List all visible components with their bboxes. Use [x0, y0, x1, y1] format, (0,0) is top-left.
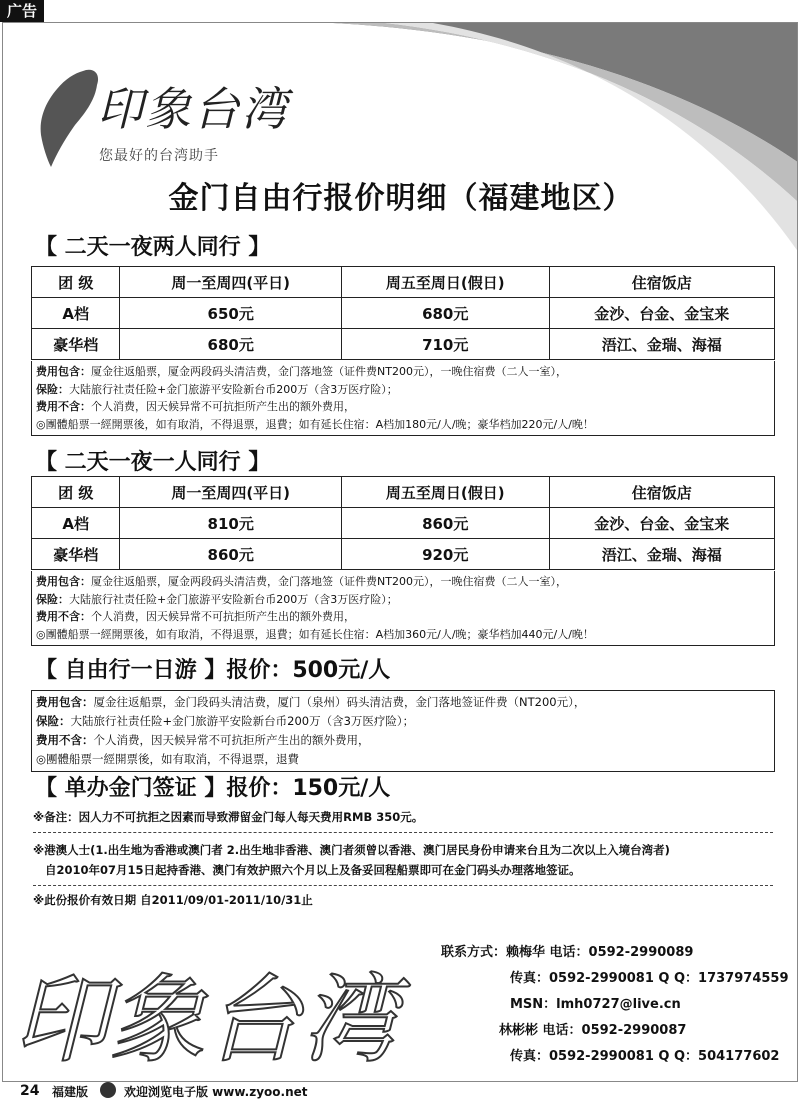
- table-row: [32, 329, 775, 360]
- table-cell: 860元: [120, 539, 342, 570]
- header-cell: 周五至周日(假日): [341, 267, 549, 298]
- table-cell: 810元: [120, 508, 342, 539]
- table-cell: A档: [32, 508, 120, 539]
- page-title: 金门自由行报价明细（福建地区）: [168, 181, 634, 216]
- logo-tagline: 您最好的台湾助手: [99, 148, 219, 164]
- table-header-row: [32, 477, 775, 508]
- section4-heading: 【 单办金门签证 】报价：150元/人: [35, 776, 391, 801]
- remark-validity: ※此份报价有效日期 自2011/09/01-2011/10/31止: [33, 893, 313, 907]
- contact-line: MSN：lmh0727@live.cn: [510, 997, 681, 1012]
- header-cell: 周一至周四(平日): [120, 477, 342, 508]
- note-line: 费用不含：个人消费，因天候异常不可抗拒所产生出的额外费用，: [36, 733, 370, 747]
- note-line: 费用不含：个人消费，因天候异常不可抗拒所产生出的额外费用，: [36, 610, 355, 623]
- header-cell: 周一至周四(平日): [120, 267, 342, 298]
- brand-logo: [35, 63, 295, 173]
- edition-label: 福建版: [52, 1085, 89, 1099]
- header-cell: 住宿饭店: [549, 267, 774, 298]
- taiwan-island-icon: [35, 63, 105, 173]
- divider: [33, 832, 773, 833]
- note-line: 保险：大陆旅行社责任险+金门旅游平安险新台币200万（含3万医疗险）；: [36, 592, 398, 606]
- contact-line: 传真：0592-2990081 Q Q：1737974559: [510, 971, 789, 986]
- table-row: [32, 539, 775, 570]
- note-line: 保险：大陆旅行社责任险+金门旅游平安险新台币200万（含3万医疗险）；: [36, 714, 415, 728]
- table-cell: 金沙、台金、金宝来: [549, 508, 774, 539]
- section2-heading: 【 二天一夜一人同行 】: [35, 450, 271, 475]
- page-number: 24: [20, 1083, 40, 1099]
- table-row: [32, 508, 775, 539]
- circle-icon: [100, 1082, 116, 1098]
- note-line: 费用包含：厦金往返船票，金门段码头清洁费，厦门（泉州）码头清洁费，金门落地签证件费（NT200元），: [36, 695, 586, 709]
- contact-line: 传真：0592-2990081 Q Q：504177602: [510, 1049, 780, 1064]
- note-line: ◎團體船票一經開票後，如有取消，不得退票，退費；如有延长住宿：A档加360元/人/晚；豪华档加440元/人/晚！: [36, 627, 594, 641]
- table-cell: 豪华档: [32, 539, 120, 570]
- remark-hk-macau-detail: 自2010年07月15日起持香港、澳门有效护照六个月以上及备妥回程船票即可在金门码头办理落地签证。: [45, 863, 581, 877]
- section1-heading: 【 二天一夜两人同行 】: [35, 235, 271, 260]
- remark-hk-macau: ※港澳人士(1.出生地为香港或澳门者 2.出生地非香港、澳门者须曾以香港、澳门居民身份申请来台且为二次以上入境台湾者): [33, 843, 670, 857]
- header-cell: 团 级: [32, 477, 120, 508]
- table-cell: 680元: [341, 298, 549, 329]
- table-cell: 浯江、金瑞、海福: [549, 329, 774, 360]
- table-cell: 680元: [120, 329, 342, 360]
- section2-notes: [31, 571, 775, 646]
- header-cell: 住宿饭店: [549, 477, 774, 508]
- table-cell: 710元: [341, 329, 549, 360]
- table-cell: A档: [32, 298, 120, 329]
- note-line: 费用包含：厦金往返船票，厦金两段码头清洁费，金门落地签（证件费NT200元），一晚住宿费（二人一室），: [36, 575, 567, 588]
- signature-logo: [3, 953, 423, 1082]
- ad-tag: 广告: [0, 0, 44, 22]
- section2-price-table: [31, 476, 775, 570]
- contact-line: 林彬彬 电话：0592-2990087: [499, 1023, 687, 1038]
- section1-notes: [31, 361, 775, 436]
- header-cell: 周五至周日(假日): [341, 477, 549, 508]
- table-row: [32, 298, 775, 329]
- section3-notes: [31, 690, 775, 772]
- note-line: 费用不含：个人消费，因天候异常不可抗拒所产生出的额外费用，: [36, 400, 355, 413]
- table-cell: 豪华档: [32, 329, 120, 360]
- header-cell: 团 级: [32, 267, 120, 298]
- section1-price-table: [31, 266, 775, 360]
- note-line: 费用包含：厦金往返船票，厦金两段码头清洁费，金门落地签（证件费NT200元），一晚住宿费（二人一室），: [36, 365, 567, 378]
- contact-line: 联系方式：赖梅华 电话：0592-2990089: [441, 945, 694, 960]
- note-line: 保险：大陆旅行社责任险+金门旅游平安险新台币200万（含3万医疗险）；: [36, 382, 398, 396]
- table-cell: 650元: [120, 298, 342, 329]
- table-cell: 860元: [341, 508, 549, 539]
- note-line: ◎團體船票一經開票後，如有取消，不得退票，退費；如有延长住宿：A档加180元/人/晚；豪华档加220元/人/晚！: [36, 417, 594, 431]
- table-cell: 920元: [341, 539, 549, 570]
- note-line: ◎團體船票一經開票後，如有取消，不得退票，退費: [36, 752, 300, 766]
- table-cell: 浯江、金瑞、海福: [549, 539, 774, 570]
- footer-website: 欢迎浏览电子版 www.zyoo.net: [124, 1085, 308, 1099]
- table-cell: 金沙、台金、金宝来: [549, 298, 774, 329]
- divider: [33, 885, 773, 886]
- remark-stranded: ※备注：因人力不可抗拒之因素而导致滞留金门每人每天费用RMB 350元。: [33, 810, 424, 824]
- ad-frame: [2, 22, 798, 1082]
- logo-text: 印象台湾: [97, 82, 289, 136]
- section3-heading: 【 自由行一日游 】报价：500元/人: [35, 658, 391, 683]
- page-footer: [0, 1082, 800, 1100]
- svg-text:印象台湾: 印象台湾: [13, 964, 397, 1076]
- table-header-row: [32, 267, 775, 298]
